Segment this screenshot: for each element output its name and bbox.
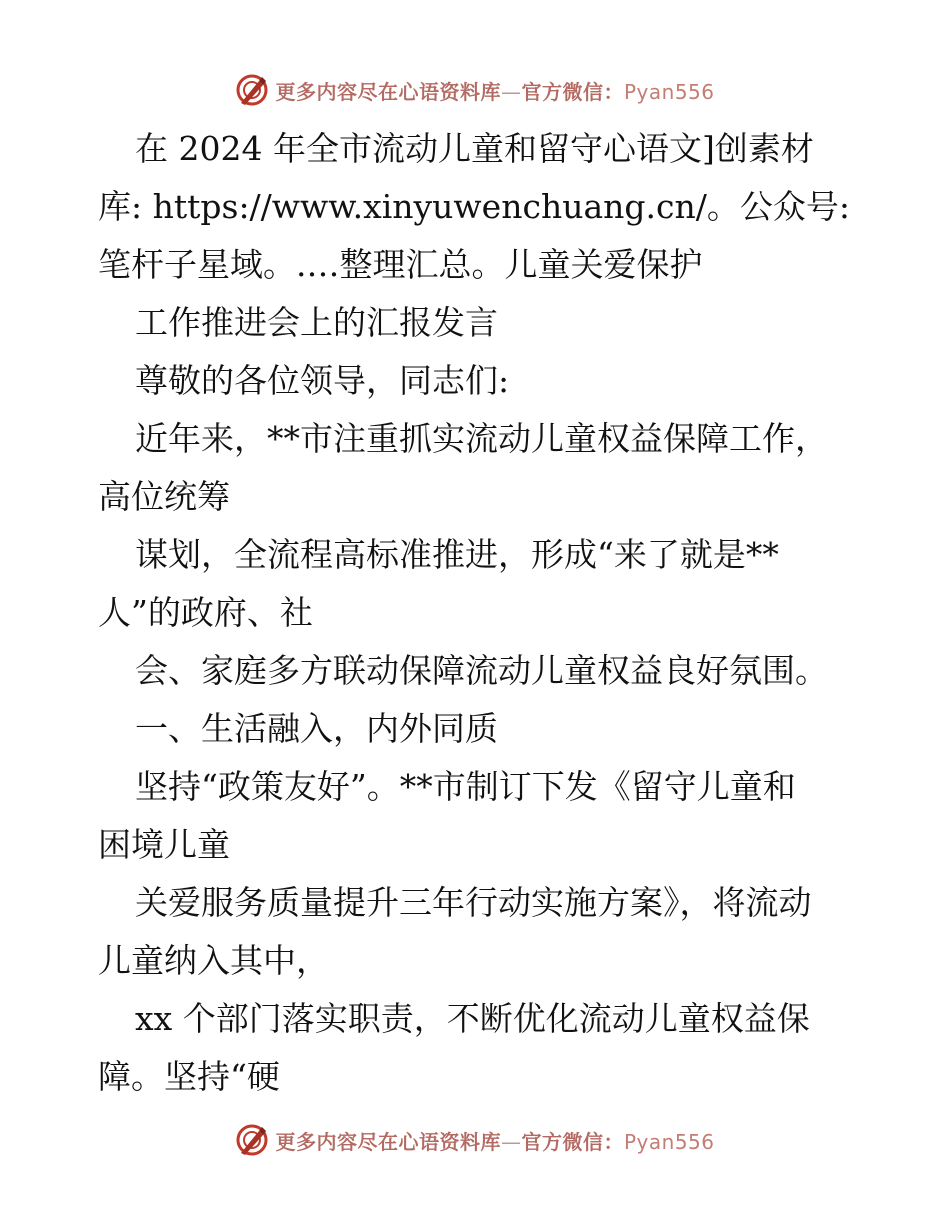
watermark-separator: — <box>500 79 522 104</box>
header-watermark <box>0 70 950 110</box>
text-line: 坚持“政策友好”。**市制订下发《留守儿童和 <box>135 767 796 806</box>
pen-logo-icon <box>235 73 269 107</box>
text-line: 会、家庭多方联动保障流动儿童权益良好氛围。 <box>135 651 828 690</box>
watermark-id: Pyan556 <box>623 1129 715 1154</box>
footer-watermark <box>0 1120 950 1160</box>
text-line: xx 个部门落实职责，不断优化流动儿童权益保 <box>135 999 810 1038</box>
text-line: 儿童纳入其中， <box>98 941 329 980</box>
text-line: 谋划，全流程高标准推进，形成“来了就是** <box>135 535 779 574</box>
watermark-separator: — <box>500 1129 522 1154</box>
text-line: 尊敬的各位领导，同志们: <box>135 361 510 400</box>
text-line: 笔杆子星域。.…整理汇总。儿童关爱保护 <box>98 245 703 284</box>
document-body <box>98 120 878 1106</box>
text-line: 障。坚持“硬 <box>98 1057 280 1096</box>
text-line: 人”的政府、社 <box>98 593 313 632</box>
pen-logo-icon <box>235 1123 269 1157</box>
text-line: 在 2024 年全市流动儿童和留守心语文]创素材 <box>135 129 814 168</box>
text-line: 困境儿童 <box>98 825 230 864</box>
watermark-suffix: 官方微信： <box>521 79 624 104</box>
text-line: 工作推进会上的汇报发言 <box>135 303 498 342</box>
watermark-suffix: 官方微信： <box>521 1129 624 1154</box>
text-line: 关爱服务质量提升三年行动实施方案》，将流动 <box>135 883 812 922</box>
watermark-text: 更多内容尽在心语资料库 <box>275 1129 501 1154</box>
watermark-id: Pyan556 <box>623 79 715 104</box>
watermark-text: 更多内容尽在心语资料库 <box>275 79 501 104</box>
text-line: 一、生活融入，内外同质 <box>135 709 498 748</box>
text-line: 近年来，**市注重抓实流动儿童权益保障工作， <box>135 419 828 458</box>
text-line: 高位统筹 <box>98 477 230 516</box>
text-line: 库: https://www.xinyuwenchuang.cn/。公众号: <box>98 187 850 226</box>
